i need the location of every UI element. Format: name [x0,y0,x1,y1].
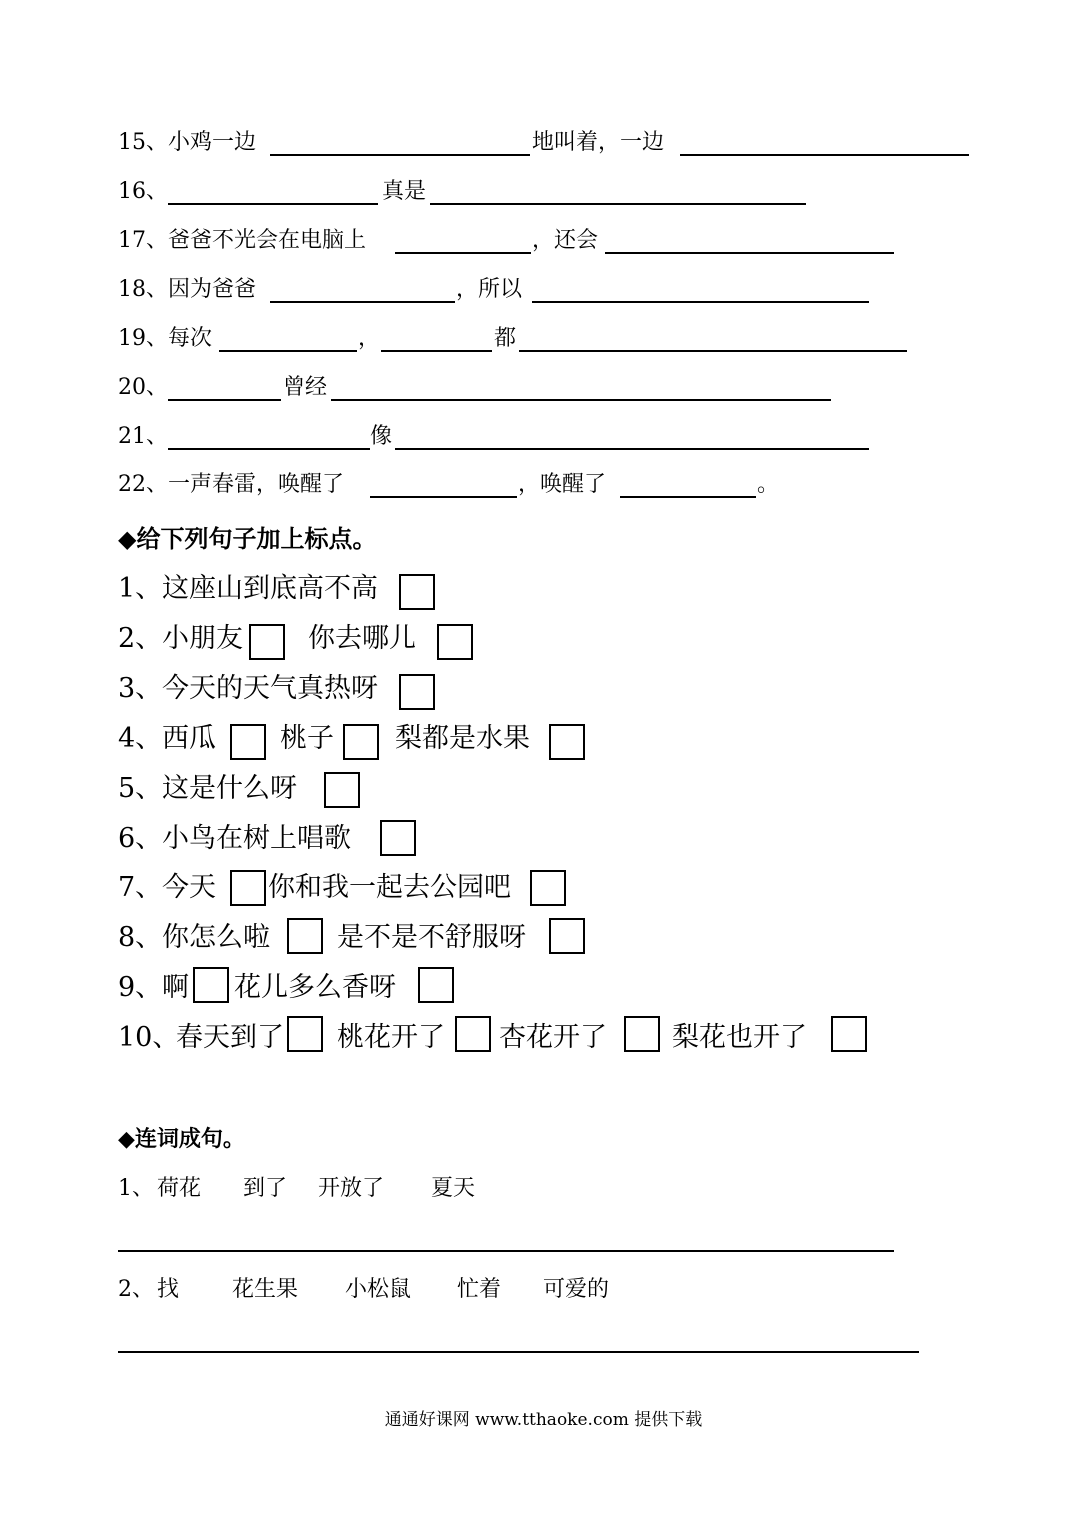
punctuation-box[interactable] [193,967,229,1003]
sentence-text: 你去哪儿 [308,623,416,654]
punctuation-box[interactable] [399,574,435,610]
sentence-text: 你怎么啦 [162,922,270,953]
word: 到了 [243,1176,288,1201]
punctuation-box[interactable] [455,1016,491,1052]
item-text: 都 [494,326,517,351]
footer-credit: 通通好课网 www.tthaoke.com 提供下载 [384,1410,703,1430]
item-number: 19、 [118,326,168,351]
sentence-text: 桃子 [280,723,334,754]
answer-blank[interactable] [620,496,756,498]
item-number: 15、 [118,130,168,155]
section-title: ◆给下列句子加上标点。 [118,525,377,553]
section-title: ◆连词成句。 [118,1127,245,1152]
item-number: 21、 [118,424,168,449]
answer-blank[interactable] [395,252,531,254]
item-number: 20、 [118,375,168,400]
sentence-text: 小朋友 [162,623,243,654]
punctuation-box[interactable] [324,772,360,808]
item-text: 一声春雷，唤醒了 [168,472,345,497]
item-number: 9、 [118,972,163,1003]
punctuation-box[interactable] [549,724,585,760]
item-text: 小鸡一边 [168,130,257,155]
punctuation-box[interactable] [437,624,473,660]
word: 夏天 [431,1176,476,1201]
answer-blank[interactable] [168,448,370,450]
item-number: 16、 [118,179,168,204]
sentence-text: 小鸟在树上唱歌 [162,823,351,854]
punctuation-box[interactable] [549,918,585,954]
sentence-text: 花儿多么香呀 [234,972,396,1003]
word: 小松鼠 [345,1277,412,1302]
punctuation-box[interactable] [530,870,566,906]
item-number: 7、 [118,872,163,903]
answer-blank[interactable] [532,301,869,303]
punctuation-box[interactable] [418,967,454,1003]
punctuation-box[interactable] [624,1016,660,1052]
sentence-text: 西瓜 [162,723,216,754]
sentence-text: 今天的天气真热呀 [162,673,378,704]
answer-blank[interactable] [381,350,492,352]
sentence-text: 是不是不舒服呀 [337,922,526,953]
punctuation-box[interactable] [230,870,266,906]
item-number: 2、 [118,623,163,654]
item-text: ， [358,326,381,351]
sentence-text: 啊 [162,972,189,1003]
sentence-text: 这座山到底高不高 [162,573,378,604]
punctuation-box[interactable] [287,1016,323,1052]
word: 可爱的 [543,1277,610,1302]
answer-blank[interactable] [519,350,907,352]
word: 忙着 [457,1277,502,1302]
answer-blank[interactable] [605,252,894,254]
item-text: 像 [370,424,393,449]
sentence-text: 梨都是水果 [395,723,530,754]
sentence-text: 桃花开了 [337,1022,445,1053]
sentence-text: 梨花也开了 [672,1022,807,1053]
sentence-text: 今天 [162,872,216,903]
answer-blank[interactable] [331,399,831,401]
item-number: 22、 [118,472,168,497]
word: 荷花 [157,1176,202,1201]
item-text: 因为爸爸 [168,277,257,302]
word: 开放了 [318,1176,385,1201]
answer-blank[interactable] [395,448,869,450]
answer-blank[interactable] [219,350,357,352]
item-text: 地叫着，一边 [532,130,665,155]
answer-line[interactable] [118,1351,919,1353]
item-number: 18、 [118,277,168,302]
item-text: 每次 [168,326,213,351]
item-number: 2、 [118,1277,154,1302]
word: 花生果 [232,1277,299,1302]
answer-blank[interactable] [168,203,378,205]
punctuation-box[interactable] [343,724,379,760]
item-number: 17、 [118,228,168,253]
answer-blank[interactable] [270,154,530,156]
answer-blank[interactable] [680,154,969,156]
punctuation-box[interactable] [230,724,266,760]
punctuation-box[interactable] [831,1016,867,1052]
punctuation-box[interactable] [249,624,285,660]
item-text: ，还会 [532,228,599,253]
answer-line[interactable] [118,1250,894,1252]
item-number: 3、 [118,673,163,704]
punctuation-box[interactable] [380,820,416,856]
item-text: 。 [757,472,780,497]
item-text: 真是 [382,179,427,204]
item-text: 爸爸不光会在电脑上 [168,228,367,253]
item-number: 1、 [118,1176,154,1201]
answer-blank[interactable] [168,399,281,401]
word: 找 [157,1277,180,1302]
sentence-text: 春天到了 [176,1022,284,1053]
answer-blank[interactable] [430,203,806,205]
answer-blank[interactable] [270,301,455,303]
item-text: ，唤醒了 [518,472,607,497]
sentence-text: 杏花开了 [499,1022,607,1053]
sentence-text: 这是什么呀 [162,773,297,804]
punctuation-box[interactable] [399,674,435,710]
item-number: 1、 [118,573,163,604]
punctuation-box[interactable] [287,918,323,954]
item-number: 4、 [118,723,163,754]
sentence-text: 你和我一起去公园吧 [268,872,511,903]
item-text: ，所以 [456,277,523,302]
item-number: 8、 [118,922,163,953]
item-text: 曾经 [283,375,328,400]
item-number: 5、 [118,773,163,804]
item-number: 6、 [118,823,163,854]
item-number: 10、 [118,1022,180,1053]
answer-blank[interactable] [370,496,517,498]
